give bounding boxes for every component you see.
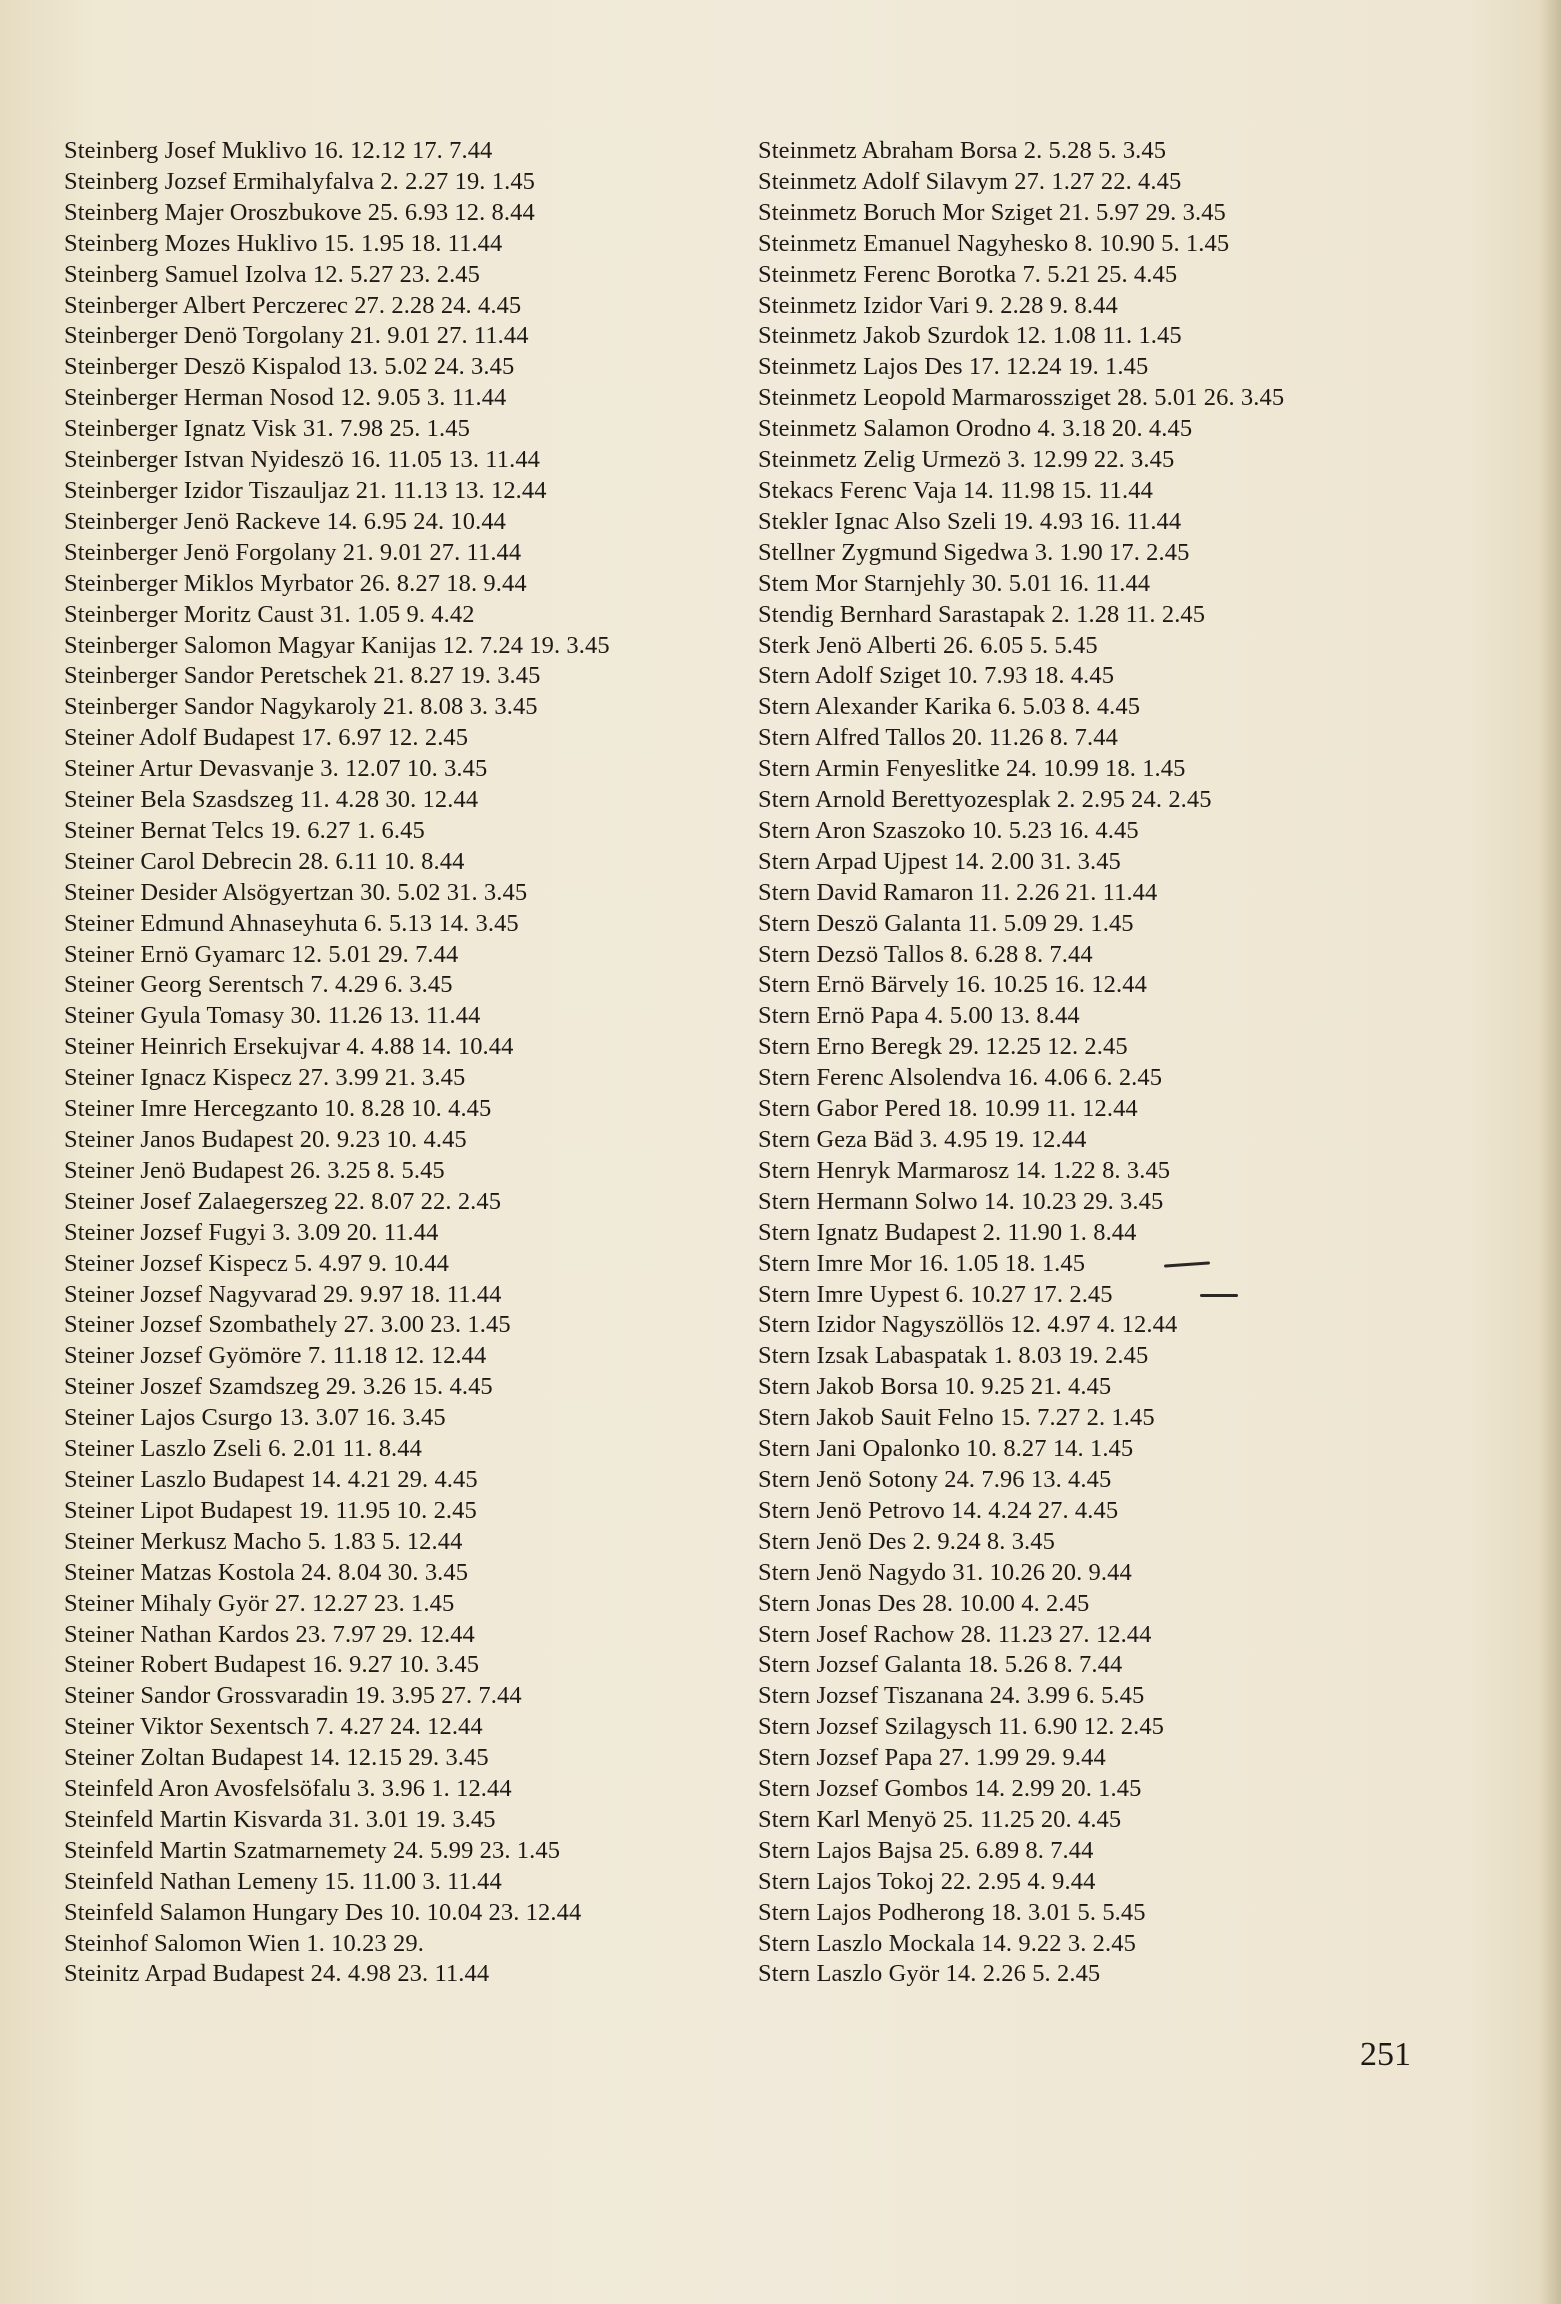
list-item: Steiner Jenö Budapest 26. 3.25 8. 5.45 bbox=[64, 1156, 445, 1184]
list-item: Stern Dezsö Tallos 8. 6.28 8. 7.44 bbox=[758, 940, 1093, 968]
list-item: Stern Jenö Petrovo 14. 4.24 27. 4.45 bbox=[758, 1496, 1119, 1524]
list-item: Stern Jakob Borsa 10. 9.25 21. 4.45 bbox=[758, 1373, 1112, 1401]
list-item: Stern Izidor Nagyszöllös 12. 4.97 4. 12.44 bbox=[758, 1311, 1178, 1339]
list-item: Steiner Lajos Csurgo 13. 3.07 16. 3.45 bbox=[64, 1404, 446, 1432]
list-item: Steinhof Salomon Wien 1. 10.23 29. bbox=[64, 1929, 424, 1957]
list-item: Steiner Mihaly Györ 27. 12.27 23. 1.45 bbox=[64, 1589, 455, 1617]
list-item: Stern Henryk Marmarosz 14. 1.22 8. 3.45 bbox=[758, 1156, 1171, 1184]
list-item: Steinfeld Aron Avosfelsöfalu 3. 3.96 1. 12.44 bbox=[64, 1775, 512, 1803]
list-item: Steinberger Denö Torgolany 21. 9.01 27. 11.44 bbox=[64, 322, 529, 350]
list-item: Steinberg Josef Muklivo 16. 12.12 17. 7.44 bbox=[64, 137, 493, 164]
list-item: Steiner Ignacz Kispecz 27. 3.99 21. 3.45 bbox=[64, 1064, 466, 1092]
list-item: Stern Jozsef Tiszanana 24. 3.99 6. 5.45 bbox=[758, 1682, 1145, 1710]
list-item: Steiner Merkusz Macho 5. 1.83 5. 12.44 bbox=[64, 1527, 463, 1555]
list-item: Stern Imre Uypest 6. 10.27 17. 2.45 bbox=[758, 1280, 1113, 1308]
list-item: Stern Lajos Tokoj 22. 2.95 4. 9.44 bbox=[758, 1867, 1096, 1895]
list-item: Stern Jani Opalonko 10. 8.27 14. 1.45 bbox=[758, 1435, 1134, 1463]
list-item: Steiner Jozsef Szombathely 27. 3.00 23. 1.45 bbox=[64, 1311, 511, 1339]
list-item: Stern Ernö Papa 4. 5.00 13. 8.44 bbox=[758, 1002, 1080, 1030]
list-item: Stern Deszö Galanta 11. 5.09 29. 1.45 bbox=[758, 909, 1134, 937]
list-item: Steinitz Arpad Budapest 24. 4.98 23. 11.44 bbox=[64, 1960, 490, 1988]
list-item: Stern Josef Rachow 28. 11.23 27. 12.44 bbox=[758, 1620, 1152, 1648]
list-item: Steiner Artur Devasvanje 3. 12.07 10. 3.45 bbox=[64, 755, 488, 783]
list-item: Stern Lajos Podherong 18. 3.01 5. 5.45 bbox=[758, 1898, 1146, 1926]
list-item: Steinberger Sandor Peretschek 21. 8.27 19. 3.45 bbox=[64, 662, 541, 690]
list-item: Steiner Bela Szasdszeg 11. 4.28 30. 12.44 bbox=[64, 786, 479, 814]
list-item: Stekler Ignac Also Szeli 19. 4.93 16. 11.44 bbox=[758, 507, 1182, 535]
list-item: Stern Laszlo Mockala 14. 9.22 3. 2.45 bbox=[758, 1929, 1136, 1957]
list-item: Steinberger Albert Perczerec 27. 2.28 24. 4.45 bbox=[64, 291, 522, 319]
list-item: Stern Gabor Pered 18. 10.99 11. 12.44 bbox=[758, 1095, 1138, 1123]
list-item: Steiner Jozsef Gyömöre 7. 11.18 12. 12.44 bbox=[64, 1342, 487, 1370]
list-item: Steinberger Miklos Myrbator 26. 8.27 18. 9.44 bbox=[64, 569, 527, 597]
list-item: Stekacs Ferenc Vaja 14. 11.98 15. 11.44 bbox=[758, 476, 1153, 504]
list-item: Steiner Jozsef Nagyvarad 29. 9.97 18. 11.44 bbox=[64, 1280, 502, 1308]
list-item: Steinfeld Martin Szatmarnemety 24. 5.99 23. 1.45 bbox=[64, 1836, 561, 1864]
list-item: Steinberger Moritz Caust 31. 1.05 9. 4.42 bbox=[64, 600, 475, 628]
list-item: Steiner Joszef Szamdszeg 29. 3.26 15. 4.45 bbox=[64, 1373, 493, 1401]
list-item: Steiner Adolf Budapest 17. 6.97 12. 2.45 bbox=[64, 724, 469, 752]
list-item: Steinberger Jenö Forgolany 21. 9.01 27. 11.44 bbox=[64, 538, 522, 566]
list-item: Steinmetz Leopold Marmarossziget 28. 5.01 26. 3.45 bbox=[758, 384, 1285, 412]
list-item: Stern Alfred Tallos 20. 11.26 8. 7.44 bbox=[758, 724, 1118, 752]
list-item: Steinmetz Emanuel Nagyhesko 8. 10.90 5. 1.45 bbox=[758, 229, 1230, 257]
list-item: Stern Arpad Ujpest 14. 2.00 31. 3.45 bbox=[758, 847, 1121, 875]
list-item: Stern Ignatz Budapest 2. 11.90 1. 8.44 bbox=[758, 1218, 1137, 1246]
list-item: Steiner Desider Alsögyertzan 30. 5.02 31. 3.45 bbox=[64, 878, 528, 906]
list-item: Steiner Janos Budapest 20. 9.23 10. 4.45 bbox=[64, 1126, 467, 1153]
list-item: Stern Aron Szaszoko 10. 5.23 16. 4.45 bbox=[758, 816, 1139, 844]
list-item: Steiner Laszlo Zseli 6. 2.01 11. 8.44 bbox=[64, 1435, 422, 1463]
list-item: Steinmetz Abraham Borsa 2. 5.28 5. 3.45 bbox=[758, 137, 1167, 164]
list-item: Steiner Matzas Kostola 24. 8.04 30. 3.45 bbox=[64, 1558, 469, 1586]
list-item: Steiner Gyula Tomasy 30. 11.26 13. 11.44 bbox=[64, 1002, 481, 1030]
list-item: Stendig Bernhard Sarastapak 2. 1.28 11. 2.45 bbox=[758, 600, 1206, 628]
list-item: Steinmetz Zelig Urmezö 3. 12.99 22. 3.45 bbox=[758, 446, 1175, 474]
list-item: Steiner Viktor Sexentsch 7. 4.27 24. 12.44 bbox=[64, 1713, 483, 1741]
list-item: Stern David Ramaron 11. 2.26 21. 11.44 bbox=[758, 878, 1158, 906]
list-item: Steinfeld Martin Kisvarda 31. 3.01 19. 3.45 bbox=[64, 1805, 496, 1833]
list-item: Steiner Bernat Telcs 19. 6.27 1. 6.45 bbox=[64, 816, 425, 844]
list-item: Steinmetz Ferenc Borotka 7. 5.21 25. 4.45 bbox=[758, 260, 1178, 288]
list-item: Stern Hermann Solwo 14. 10.23 29. 3.45 bbox=[758, 1187, 1164, 1215]
list-item: Stern Jozsef Szilagysch 11. 6.90 12. 2.45 bbox=[758, 1713, 1165, 1741]
list-item: Steinmetz Adolf Silavym 27. 1.27 22. 4.45 bbox=[758, 167, 1182, 195]
list-item: Steinberger Deszö Kispalod 13. 5.02 24. 3.45 bbox=[64, 353, 515, 381]
list-item: Stern Geza Bäd 3. 4.95 19. 12.44 bbox=[758, 1126, 1087, 1153]
list-item: Steiner Robert Budapest 16. 9.27 10. 3.45 bbox=[64, 1651, 480, 1679]
list-item: Stellner Zygmund Sigedwa 3. 1.90 17. 2.45 bbox=[758, 538, 1190, 566]
list-item: Steinberger Izidor Tiszauljaz 21. 11.13 13. 12.44 bbox=[64, 476, 547, 504]
list-item: Steiner Jozsef Fugyi 3. 3.09 20. 11.44 bbox=[64, 1218, 439, 1246]
list-item: Steiner Heinrich Ersekujvar 4. 4.88 14. 10.44 bbox=[64, 1033, 514, 1061]
list-item: Steinfeld Salamon Hungary Des 10. 10.04 23. 12.44 bbox=[64, 1898, 582, 1926]
page-number: 251 bbox=[1360, 2036, 1411, 2073]
list-item: Stern Jakob Sauit Felno 15. 7.27 2. 1.45 bbox=[758, 1404, 1155, 1432]
list-item: Steiner Jozsef Kispecz 5. 4.97 9. 10.44 bbox=[64, 1249, 449, 1277]
list-item: Stern Karl Menyö 25. 11.25 20. 4.45 bbox=[758, 1805, 1122, 1833]
list-item: Stern Ernö Bärvely 16. 10.25 16. 12.44 bbox=[758, 971, 1147, 999]
list-item: Stern Jenö Des 2. 9.24 8. 3.45 bbox=[758, 1527, 1055, 1555]
pen-mark-underline bbox=[1200, 1294, 1238, 1297]
list-item: Stern Jozsef Papa 27. 1.99 29. 9.44 bbox=[758, 1744, 1106, 1772]
list-item: Steiner Zoltan Budapest 14. 12.15 29. 3.45 bbox=[64, 1744, 489, 1772]
list-item: Stern Jonas Des 28. 10.00 4. 2.45 bbox=[758, 1589, 1090, 1617]
list-item: Steinberger Ignatz Visk 31. 7.98 25. 1.45 bbox=[64, 415, 470, 443]
list-item: Steiner Sandor Grossvaradin 19. 3.95 27. 7.44 bbox=[64, 1682, 522, 1710]
list-item: Steinberger Herman Nosod 12. 9.05 3. 11.44 bbox=[64, 384, 507, 412]
list-item: Steinmetz Jakob Szurdok 12. 1.08 11. 1.45 bbox=[758, 322, 1182, 350]
list-item: Sterk Jenö Alberti 26. 6.05 5. 5.45 bbox=[758, 631, 1098, 659]
list-item: Stern Jozsef Galanta 18. 5.26 8. 7.44 bbox=[758, 1651, 1123, 1679]
list-item: Steinberger Salomon Magyar Kanijas 12. 7.24 19. 3.45 bbox=[64, 631, 610, 659]
list-item: Stern Adolf Sziget 10. 7.93 18. 4.45 bbox=[758, 662, 1115, 690]
list-item: Stern Alexander Karika 6. 5.03 8. 4.45 bbox=[758, 693, 1141, 721]
list-item: Steinberger Istvan Nyideszö 16. 11.05 13. 11.44 bbox=[64, 446, 541, 474]
list-item: Steinberger Jenö Rackeve 14. 6.95 24. 10.44 bbox=[64, 507, 507, 535]
list-item: Stern Jozsef Gombos 14. 2.99 20. 1.45 bbox=[758, 1775, 1142, 1803]
list-item: Stern Lajos Bajsa 25. 6.89 8. 7.44 bbox=[758, 1836, 1094, 1864]
list-item: Steiner Nathan Kardos 23. 7.97 29. 12.44 bbox=[64, 1620, 475, 1648]
list-item: Stern Ferenc Alsolendva 16. 4.06 6. 2.45 bbox=[758, 1064, 1163, 1092]
list-item: Steiner Josef Zalaegerszeg 22. 8.07 22. 2.45 bbox=[64, 1187, 502, 1215]
list-item: Steinberg Jozsef Ermihalyfalva 2. 2.27 19. 1.45 bbox=[64, 167, 536, 195]
list-item: Steiner Ernö Gyamarc 12. 5.01 29. 7.44 bbox=[64, 940, 459, 968]
list-item: Stern Armin Fenyeslitke 24. 10.99 18. 1.45 bbox=[758, 755, 1186, 783]
list-item: Steiner Laszlo Budapest 14. 4.21 29. 4.45 bbox=[64, 1465, 478, 1493]
list-item: Stern Jenö Nagydo 31. 10.26 20. 9.44 bbox=[758, 1558, 1132, 1586]
list-item: Steinberg Mozes Huklivo 15. 1.95 18. 11.44 bbox=[64, 229, 503, 257]
list-item: Steinmetz Izidor Vari 9. 2.28 9. 8.44 bbox=[758, 291, 1118, 319]
list-item: Stern Laszlo Györ 14. 2.26 5. 2.45 bbox=[758, 1960, 1101, 1988]
list-item: Stern Imre Mor 16. 1.05 18. 1.45 bbox=[758, 1249, 1086, 1277]
list-item: Steiner Georg Serentsch 7. 4.29 6. 3.45 bbox=[64, 971, 453, 999]
list-item: Steinberger Sandor Nagykaroly 21. 8.08 3. 3.45 bbox=[64, 693, 538, 721]
list-item: Stern Izsak Labaspatak 1. 8.03 19. 2.45 bbox=[758, 1342, 1149, 1370]
list-item: Stem Mor Starnjehly 30. 5.01 16. 11.44 bbox=[758, 569, 1151, 597]
list-item: Steinmetz Lajos Des 17. 12.24 19. 1.45 bbox=[758, 353, 1149, 381]
list-item: Steiner Edmund Ahnaseyhuta 6. 5.13 14. 3.45 bbox=[64, 909, 519, 937]
list-item: Steinmetz Salamon Orodno 4. 3.18 20. 4.45 bbox=[758, 415, 1193, 443]
list-item: Steiner Carol Debrecin 28. 6.11 10. 8.44 bbox=[64, 847, 465, 875]
list-item: Steinmetz Boruch Mor Sziget 21. 5.97 29. 3.45 bbox=[758, 198, 1226, 226]
list-item: Steiner Imre Hercegzanto 10. 8.28 10. 4.45 bbox=[64, 1095, 492, 1123]
list-item: Steiner Lipot Budapest 19. 11.95 10. 2.45 bbox=[64, 1496, 477, 1524]
page-edge-shadow bbox=[1539, 0, 1561, 2304]
list-item: Stern Erno Beregk 29. 12.25 12. 2.45 bbox=[758, 1033, 1128, 1061]
right-name-column bbox=[758, 136, 1418, 1990]
left-name-column bbox=[64, 136, 744, 1990]
list-item: Stern Arnold Berettyozesplak 2. 2.95 24. 2.45 bbox=[758, 786, 1212, 814]
list-item: Stern Jenö Sotony 24. 7.96 13. 4.45 bbox=[758, 1465, 1112, 1493]
list-item: Steinfeld Nathan Lemeny 15. 11.00 3. 11.44 bbox=[64, 1867, 502, 1895]
list-item: Steinberg Majer Oroszbukove 25. 6.93 12. 8.44 bbox=[64, 198, 535, 226]
list-item: Steinberg Samuel Izolva 12. 5.27 23. 2.45 bbox=[64, 260, 481, 288]
